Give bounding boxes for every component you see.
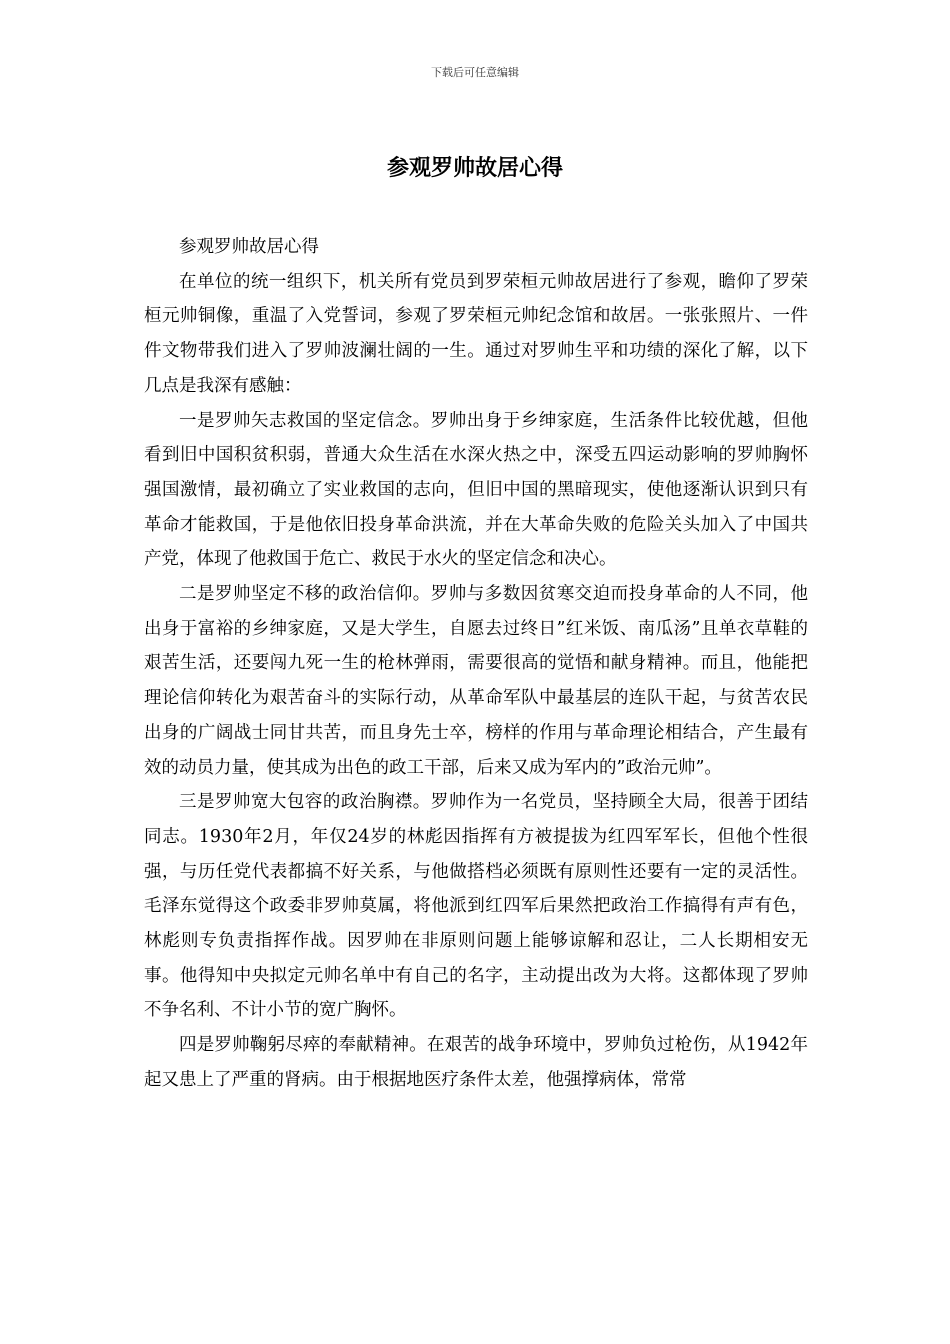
- paragraph-subtitle: 参观罗帅故居心得: [179, 237, 319, 257]
- document-title: 参观罗帅故居心得: [386, 155, 563, 181]
- paragraph-point-2: 二是罗帅坚定不移的政治信仰。罗帅与多数因贫寒交迫而投身革命的人不同，他出身于富裕的乡绅家庭，又是大学生，自愿去过终日”红米饭、南瓜汤”且单衣草鞋的艰苦生活，还要闯九死一生的枪林弹雨，需要很高的觉悟和献身精神。而且，他能把理论信仰转化为艰苦奋斗的实际行动，从革命军队中最基层的连队干起，与贫苦农民出身的广阔战士同甘共苦，而且身先士卒，榜样的作用与革命理论相结合，产生最有效的动员力量，使其成为出色的政工干部，后来又成为军内的”政治元帅”。: [144, 584, 808, 778]
- page-header: 下载后可任意编辑: [431, 66, 519, 79]
- document-body: [144, 230, 808, 1098]
- paragraph-intro: 在单位的统一组织下，机关所有党员到罗荣桓元帅故居进行了参观，瞻仰了罗荣桓元帅铜像，重温了入党誓词，参观了罗荣桓元帅纪念馆和故居。一张张照片、一件件文物带我们进入了罗帅波澜壮阔的一生。通过对罗帅生平和功绩的深化了解，以下几点是我深有感触：: [144, 271, 808, 396]
- paragraph-point-1: 一是罗帅矢志救国的坚定信念。罗帅出身于乡绅家庭，生活条件比较优越，但他看到旧中国积贫积弱，普通大众生活在水深火热之中，深受五四运动影响的罗帅胸怀强国激情，最初确立了实业救国的志向，但旧中国的黑暗现实，使他逐渐认识到只有革命才能救国，于是他依旧投身革命洪流，并在大革命失败的危险关头加入了中国共产党，体现了他救国于危亡、救民于水火的坚定信念和决心。: [144, 410, 808, 570]
- paragraph-point-4: 四是罗帅鞠躬尽瘁的奉献精神。在艰苦的战争环境中，罗帅负过枪伤，从1942年起又患上了严重的肾病。由于根据地医疗条件太差，他强撑病体，常常: [144, 1035, 808, 1090]
- paragraph-point-3: 三是罗帅宽大包容的政治胸襟。罗帅作为一名党员，坚持顾全大局，很善于团结同志。1930年2月，年仅24岁的林彪因指挥有方被提拔为红四军军长，但他个性很强，与历任党代表都搞不好关系，与他做搭档必须既有原则性还要有一定的灵活性。毛泽东觉得这个政委非罗帅莫属，将他派到红四军后果然把政治工作搞得有声有色，林彪则专负责指挥作战。因罗帅在非原则问题上能够谅解和忍让，二人长期相安无事。他得知中央拟定元帅名单中有自己的名字，主动提出改为大将。这都体现了罗帅不争名利、不计小节的宽广胸怀。: [144, 792, 808, 1021]
